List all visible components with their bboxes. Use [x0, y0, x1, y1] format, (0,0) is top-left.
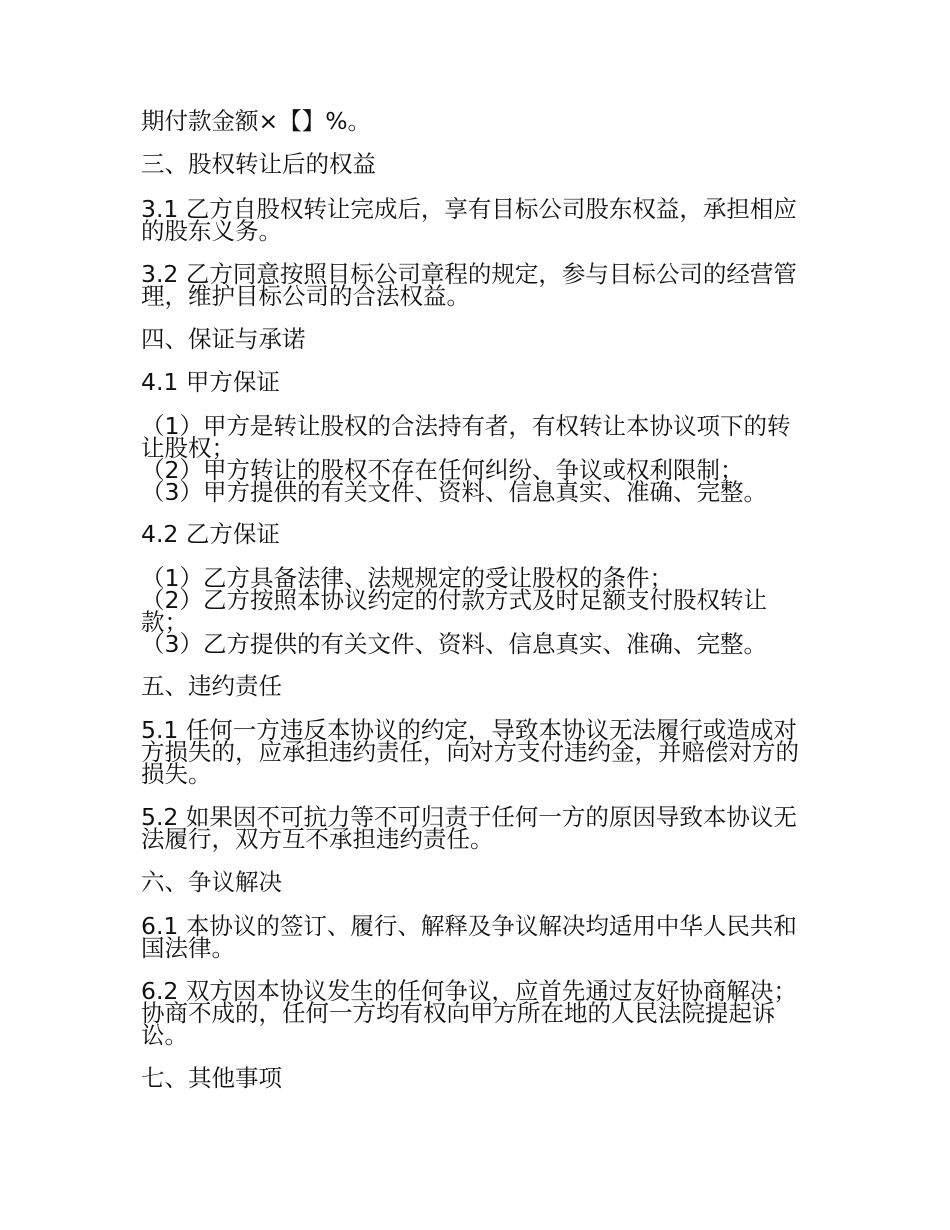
- party-a-guarantee-list: [141, 412, 813, 506]
- party-b-guarantee-item: （3）乙方提供的有关文件、资料、信息真实、准确、完整。: [141, 630, 767, 658]
- clause-5-2: 5.2 如果因不可抗力等不可归责于任何一方的原因导致本协议无法履行，双方互不承担违约责任。: [141, 803, 797, 853]
- section-3-heading: 三、股权转让后的权益: [141, 150, 376, 178]
- section-4-heading: 四、保证与承诺: [141, 325, 306, 353]
- party-b-guarantee-item: （1）乙方具备法律、法规规定的受让股权的条件；: [141, 564, 673, 592]
- payment-amount-line: 期付款金额×【】%。: [141, 107, 372, 135]
- section-7-heading: 七、其他事项: [141, 1064, 282, 1092]
- clause-4-2-heading: 4.2 乙方保证: [141, 520, 280, 548]
- clause-4-1-heading: 4.1 甲方保证: [141, 368, 280, 396]
- section-6-heading: 六、争议解决: [141, 868, 282, 896]
- clause-5-1: 5.1 任何一方违反本协议的约定，导致本协议无法履行或造成对方损失的，应承担违约责任，向对方支付违约金，并赔偿对方的损失。: [141, 716, 799, 788]
- clause-6-1: 6.1 本协议的签订、履行、解释及争议解决均适用中华人民共和国法律。: [141, 912, 797, 962]
- party-a-guarantee-item: （3）甲方提供的有关文件、资料、信息真实、准确、完整。: [141, 478, 767, 506]
- clause-3-1: 3.1 乙方自股权转让完成后，享有目标公司股东权益，承担相应的股东义务。: [141, 195, 797, 245]
- clause-6-2: 6.2 双方因本协议发生的任何争议，应首先通过友好协商解决；协商不成的，任何一方均有权向甲方所在地的人民法院提起诉讼。: [141, 977, 797, 1049]
- party-b-guarantee-list: [141, 564, 813, 658]
- party-b-guarantee-item: （2）乙方按照本协议约定的付款方式及时足额支付股权转让款；: [141, 586, 767, 636]
- party-a-guarantee-item: （2）甲方转让的股权不存在任何纠纷、争议或权利限制；: [141, 456, 744, 484]
- clause-3-2: 3.2 乙方同意按照目标公司章程的规定，参与目标公司的经营管理，维护目标公司的合法权益。: [141, 260, 797, 310]
- party-a-guarantee-item: （1）甲方是转让股权的合法持有者，有权转让本协议项下的转让股权；: [141, 412, 791, 462]
- section-5-heading: 五、违约责任: [141, 672, 282, 700]
